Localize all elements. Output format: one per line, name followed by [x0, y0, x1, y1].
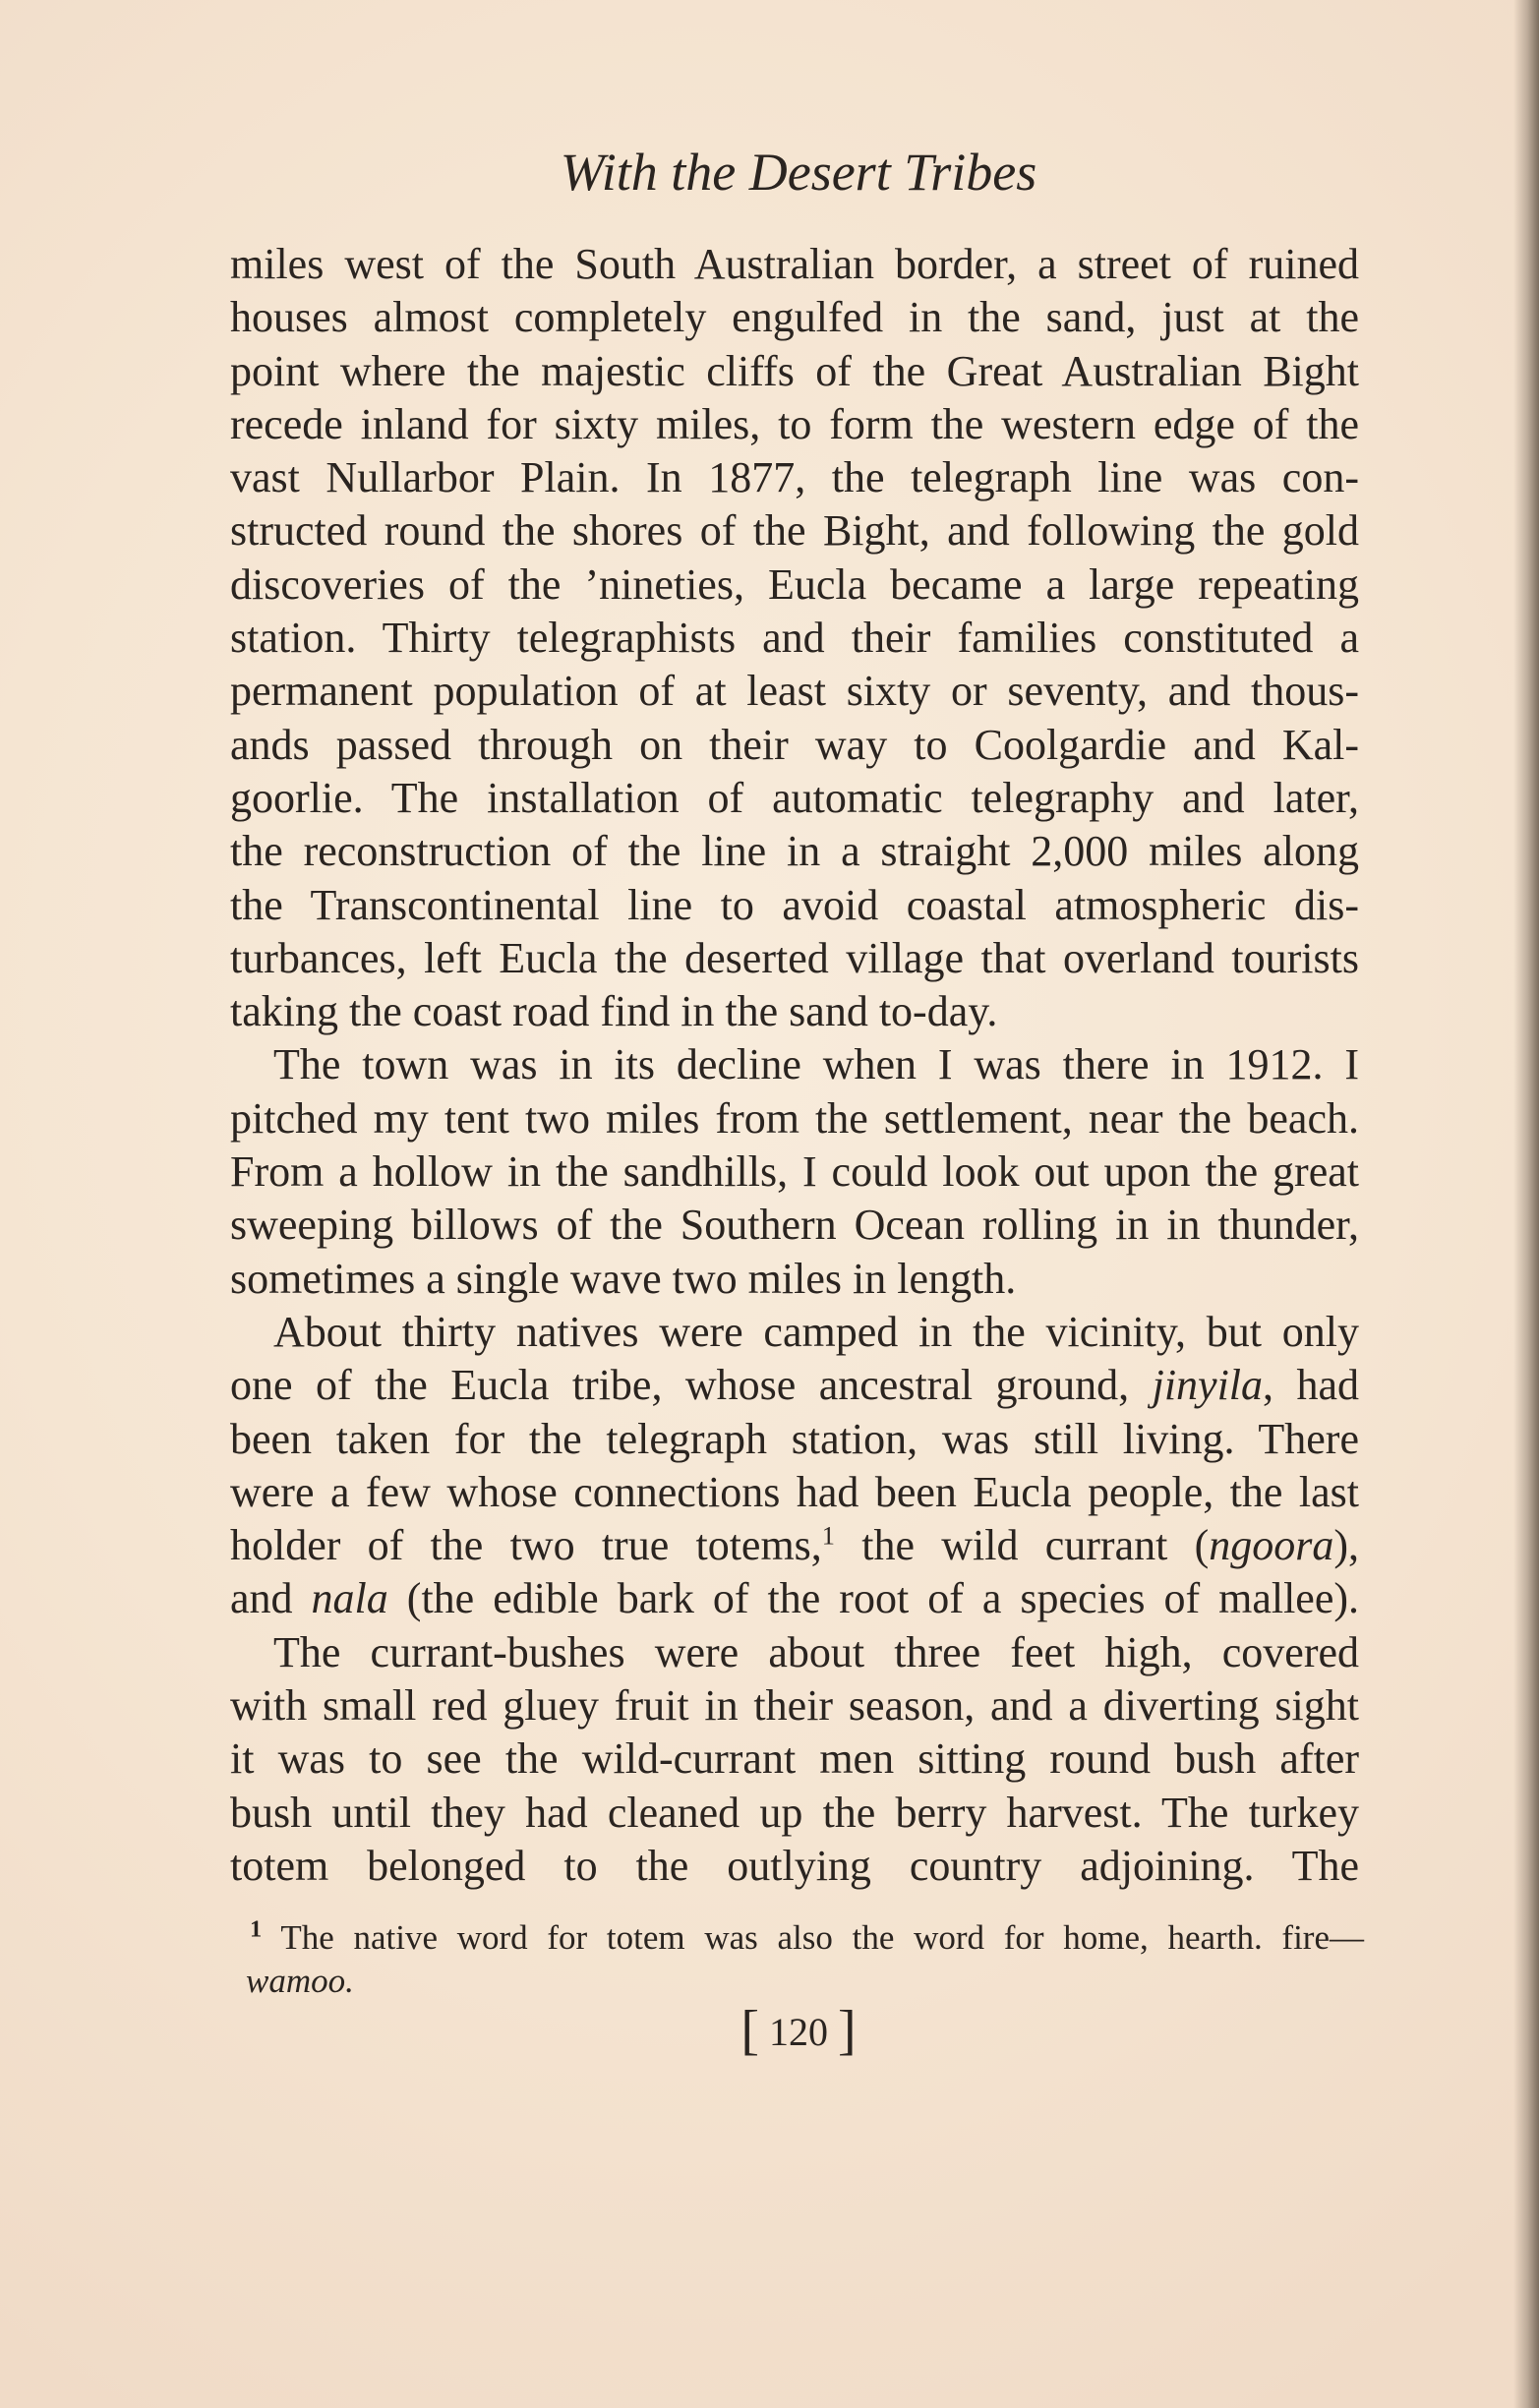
body-text	[230, 238, 1359, 1893]
text-line: permanent population of at least sixty or seventy, and thous-	[230, 667, 1359, 716]
text-line: About thirty natives were camped in the vicinity, but only	[273, 1307, 1359, 1356]
text-line: bush until they had cleaned up the berry harvest. The turkey	[230, 1788, 1359, 1837]
page-edge-shadow	[1513, 0, 1539, 2408]
page-number-close-bracket: ]	[838, 2000, 857, 2061]
text-segment: ),	[1333, 1521, 1359, 1570]
italic-term: jinyila	[1152, 1361, 1264, 1410]
text-line: the Transcontinental line to avoid coastal atmospheric dis-	[230, 880, 1359, 929]
text-line	[230, 1359, 1359, 1412]
text-line: turbances, left Eucla the deserted village that overland tourists	[230, 933, 1359, 982]
text-line: been taken for the telegraph station, was still living. There	[230, 1414, 1359, 1463]
text-line: sometimes a single wave two miles in length.	[230, 1254, 1017, 1303]
text-segment: one of the Eucla tribe, whose ancestral ground,	[230, 1361, 1153, 1410]
text-line: pitched my tent two miles from the settlement, near the beach.	[230, 1093, 1359, 1143]
italic-term: ngoora	[1209, 1521, 1334, 1570]
text-line: recede inland for sixty miles, to form the western edge of the	[230, 399, 1359, 448]
text-line: point where the majestic cliffs of the Great Australian Bight	[230, 346, 1359, 395]
italic-term: nala	[311, 1574, 388, 1623]
text-line: houses almost completely engulfed in the sand, just at the	[230, 293, 1359, 342]
text-segment: , had	[1263, 1361, 1359, 1410]
text-line: with small red gluey fruit in their season, and a diverting sight	[230, 1681, 1359, 1731]
footnote	[246, 1915, 1364, 2003]
text-line: it was to see the wild-currant men sitting round bush after	[230, 1734, 1359, 1784]
footnote-continuation: wamoo.	[246, 1962, 354, 2000]
running-head: With the Desert Tribes	[560, 143, 1037, 202]
text-line: From a hollow in the sandhills, I could look out upon the great	[230, 1147, 1359, 1197]
text-line: The currant-bushes were about three feet high, covered	[273, 1627, 1359, 1676]
footnote-line	[250, 1916, 1364, 1960]
text-line: The town was in its decline when I was there in 1912. I	[273, 1040, 1359, 1089]
text-line: were a few whose connections had been Eucla people, the last	[230, 1467, 1359, 1516]
text-line: ands passed through on their way to Coolgardie and Kal-	[230, 720, 1359, 769]
text-line: taking the coast road find in the sand to-day.	[230, 987, 998, 1036]
text-line: station. Thirty telegraphists and their families constituted a	[230, 614, 1359, 663]
text-line: miles west of the South Australian border, a street of ruined	[230, 240, 1359, 288]
text-line: the reconstruction of the line in a straight 2,000 miles along	[230, 827, 1359, 876]
text-line: vast Nullarbor Plain. In 1877, the telegraph line was con-	[230, 453, 1359, 502]
text-line: totem belonged to the outlying country adjoining. The	[230, 1841, 1359, 1890]
text-line	[230, 1572, 1359, 1625]
footnote-text: The native word for totem was also the word for home, hearth. fire—	[280, 1918, 1364, 1957]
text-segment: and	[230, 1574, 312, 1623]
footnote-reference: 1	[821, 1520, 835, 1551]
footnote-marker: 1	[250, 1915, 263, 1943]
text-line: structed round the shores of the Bight, and following the gold	[230, 506, 1359, 556]
text-segment: holder of the two true totems,	[230, 1521, 822, 1570]
text-line: discoveries of the ’nineties, Eucla became a large repeating	[230, 559, 1359, 609]
text-line: goorlie. The installation of automatic telegraphy and later,	[230, 773, 1359, 822]
text-line	[230, 1519, 1359, 1572]
text-segment: (the edible bark of the root of a species of mallee).	[387, 1574, 1360, 1623]
page-number-value: 120	[769, 2010, 828, 2054]
page-number-open-bracket: [	[740, 2000, 759, 2061]
page-number	[688, 2002, 909, 2059]
text-segment: the wild currant (	[835, 1521, 1210, 1570]
text-line: sweeping billows of the Southern Ocean rolling in in thunder,	[230, 1201, 1359, 1250]
